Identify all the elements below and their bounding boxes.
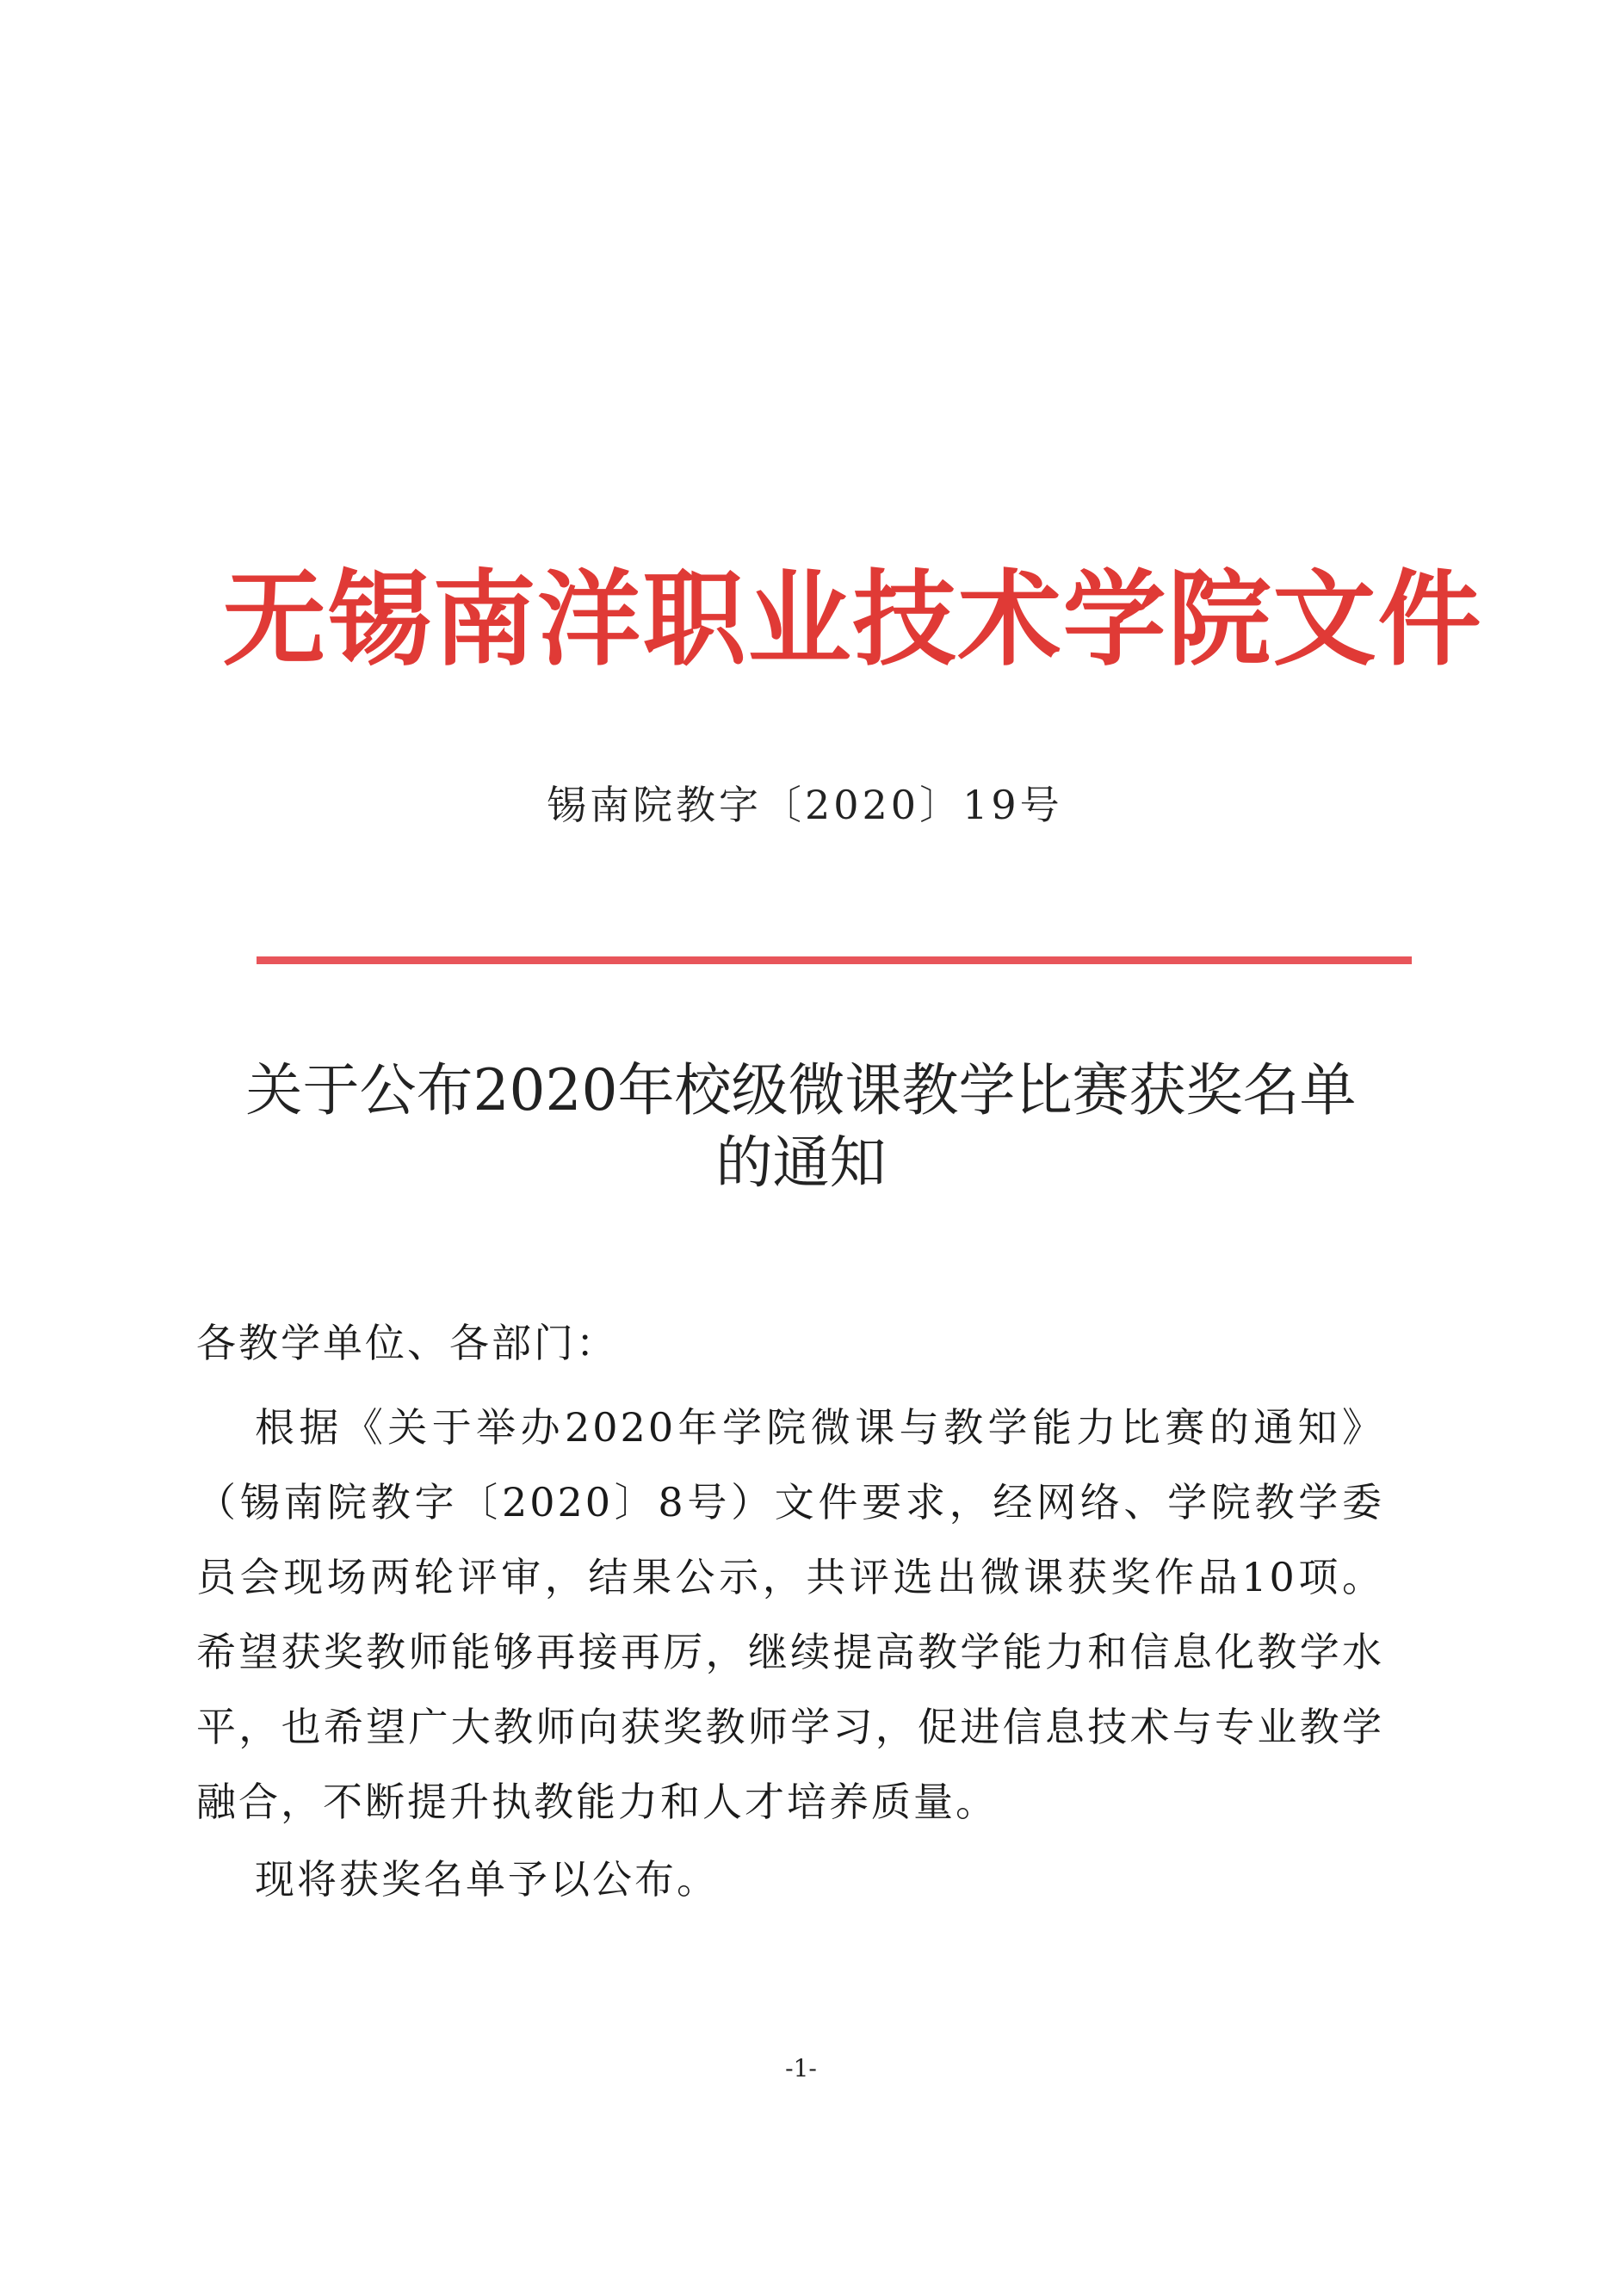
red-divider-rule <box>257 956 1412 964</box>
notice-title <box>172 1055 1430 1199</box>
masthead-title: 无锡南洋职业技术学院文件 <box>222 559 1483 680</box>
page-number: -1- <box>785 2054 817 2082</box>
body-paragraph-2: 现将获奖名单予以公布。 <box>255 1856 719 1903</box>
notice-title-line-2: 的通知 <box>715 1129 887 1196</box>
salutation: 各教学单位、各部门： <box>196 1320 618 1366</box>
body-paragraph-1: 根据《关于举办2020年学院微课与教学能力比赛的通知》（锡南院教字〔2020〕8号）文件要求，经网络、学院教学委员会现场两轮评审，结果公示，共评选出微课获奖作品10项。希望获奖教师能够再接再厉，继续提高教学能力和信息化教学水平，也希望广大教师向获奖教师学习，促进信息技术与专业教学融合，不断提升执教能力和人才培养质量。 <box>196 1404 1384 1825</box>
notice-title-line-1: 关于公布2020年校级微课教学比赛获奖名单 <box>245 1057 1357 1123</box>
document-number: 锡南院教字〔2020〕19号 <box>547 782 1063 828</box>
